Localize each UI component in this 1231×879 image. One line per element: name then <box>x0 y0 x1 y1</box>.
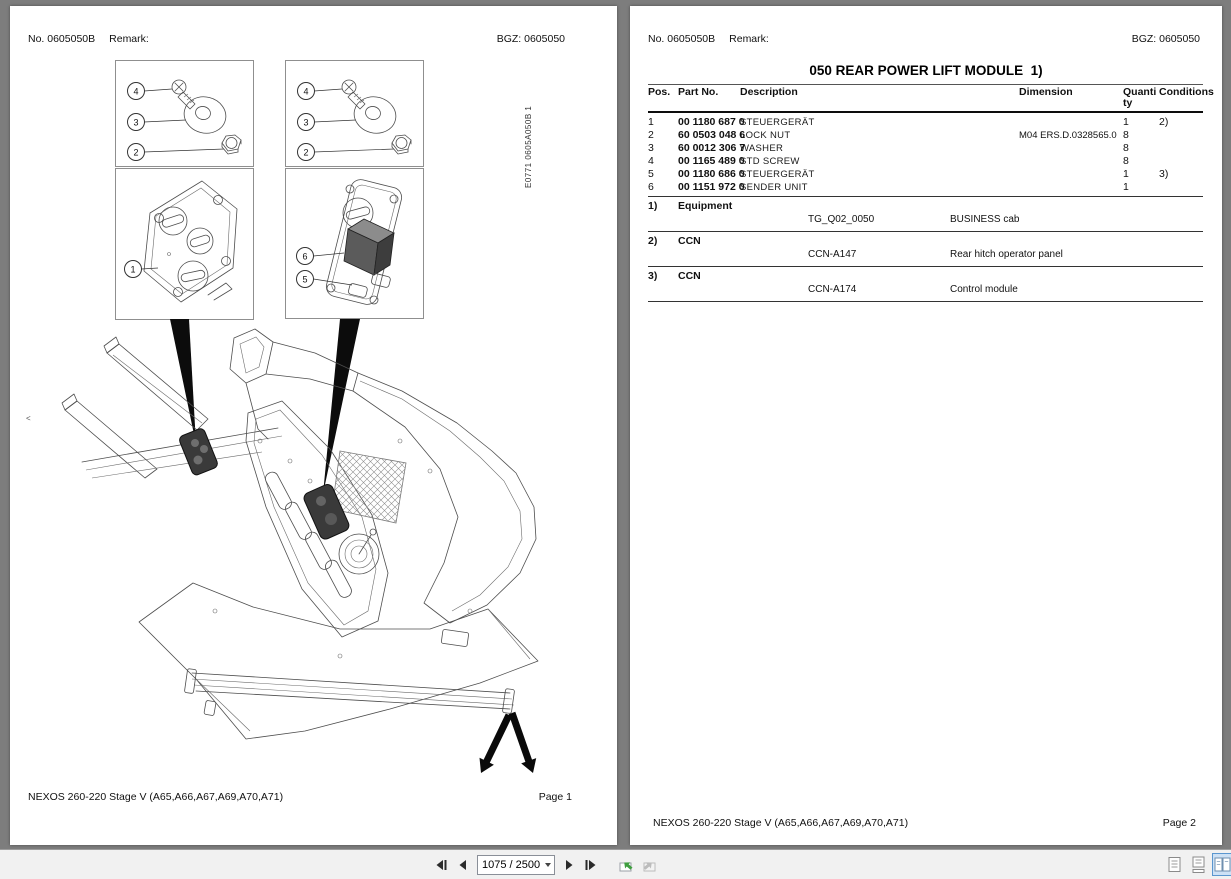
row-part-no: 00 1180 687 0 <box>678 116 745 128</box>
page-number: Page 1 <box>538 791 572 803</box>
footnote-label: CCN <box>678 235 701 247</box>
document-page-1 <box>10 6 617 845</box>
page-layout-group <box>1164 853 1231 876</box>
bgz-number: BGZ: 0605050 <box>1131 33 1200 45</box>
footnote <box>648 196 1203 231</box>
screw-drawing <box>172 80 195 109</box>
row-description: SENDER UNIT <box>740 182 808 193</box>
table-row <box>648 129 1203 142</box>
footnotes-section <box>648 196 1203 302</box>
row-description: WASHER <box>740 143 784 154</box>
detail-box-fasteners-right <box>285 60 424 167</box>
parts-table-body <box>648 113 1203 194</box>
continuous-view-icon <box>1191 856 1206 873</box>
single-page-view-icon <box>1167 856 1182 873</box>
row-quantity: 1 <box>1123 181 1129 193</box>
row-part-no: 60 0012 306 7 <box>678 142 746 154</box>
table-row <box>648 155 1203 168</box>
row-part-no: 00 1180 686 0 <box>678 168 745 180</box>
row-quantity: 8 <box>1123 155 1129 167</box>
col-description: Description <box>740 86 798 98</box>
row-description: LOCK NUT <box>740 130 791 141</box>
row-pos: 5 <box>648 168 654 180</box>
previous-view-button[interactable] <box>616 854 638 876</box>
fastener-exploded-drawing <box>116 61 253 166</box>
table-row <box>648 168 1203 181</box>
col-quantity: Quanti ty <box>1123 86 1157 109</box>
last-page-icon <box>584 859 598 871</box>
callout-4 <box>298 83 343 100</box>
footnote-description: Control module <box>950 284 1018 295</box>
next-view-button[interactable] <box>638 854 660 876</box>
footnote-code: CCN-A174 <box>808 284 857 295</box>
model-name: NEXOS 260-220 Stage V (A65,A66,A67,A69,A70,A71) <box>28 791 284 803</box>
col-dimension: Dimension <box>1019 86 1073 98</box>
footnote <box>648 231 1203 266</box>
callout-1 <box>125 261 159 278</box>
svg-text:2: 2 <box>303 147 309 158</box>
tractor-assembly-drawing <box>10 311 617 786</box>
doc-number: No. 0605050B <box>648 33 716 45</box>
page1-header <box>28 33 599 45</box>
row-pos: 3 <box>648 142 654 154</box>
footnote-description: BUSINESS cab <box>950 214 1020 225</box>
svg-text:3: 3 <box>303 117 309 128</box>
row-pos: 6 <box>648 181 654 193</box>
row-conditions: 2) <box>1159 116 1169 128</box>
table-row <box>648 181 1203 194</box>
drawing-reference-code: E0771 0605A050B 1 <box>524 105 533 188</box>
section-title: 050 REAR POWER LIFT MODULE 1) <box>809 63 1043 78</box>
svg-text:6: 6 <box>302 251 308 262</box>
callout-3 <box>128 114 187 131</box>
wedge-pointer-left <box>170 319 196 444</box>
row-quantity: 1 <box>1123 116 1129 128</box>
footnote-number: 2) <box>648 235 658 247</box>
callout-4 <box>128 83 173 100</box>
col-pos: Pos. <box>648 86 671 98</box>
page-number: Page 2 <box>1162 817 1196 829</box>
screw-drawing <box>342 80 365 109</box>
detail-box-fasteners-left <box>115 60 254 167</box>
continuous-view-button[interactable] <box>1188 853 1209 876</box>
table-row <box>648 142 1203 155</box>
page-number-input[interactable] <box>477 855 555 875</box>
row-description: STEUERGERÄT <box>740 169 815 180</box>
facing-pages-view-button[interactable] <box>1212 853 1231 876</box>
svg-text:4: 4 <box>303 86 309 97</box>
viewer-bottom-toolbar <box>0 849 1231 879</box>
footnote-label: Equipment <box>678 200 733 212</box>
callout-2 <box>298 144 395 161</box>
detail-box-control-panel <box>115 168 254 320</box>
col-part-no: Part No. <box>678 86 719 98</box>
svg-text:5: 5 <box>302 274 308 285</box>
svg-text:4: 4 <box>133 86 139 97</box>
doc-number: No. 0605050B <box>28 33 96 45</box>
parts-table <box>648 84 1214 194</box>
previous-page-icon <box>457 859 469 871</box>
page-dropdown-arrow-icon[interactable] <box>545 863 551 867</box>
next-page-button[interactable] <box>558 854 580 876</box>
sender-block <box>344 219 394 275</box>
svg-text:2: 2 <box>133 147 139 158</box>
remark-label: Remark: <box>109 33 149 45</box>
bgz-number: BGZ: 0605050 <box>496 33 565 45</box>
first-page-button[interactable] <box>430 854 452 876</box>
callout-2 <box>128 144 225 161</box>
row-quantity: 1 <box>1123 168 1129 180</box>
footnote-number: 1) <box>648 200 658 212</box>
footnote <box>648 266 1203 301</box>
row-conditions: 3) <box>1159 168 1169 180</box>
row-dimension: M04 ERS.D.0328565.0 <box>1019 130 1117 141</box>
row-pos: 2 <box>648 129 654 141</box>
row-pos: 1 <box>648 116 654 128</box>
svg-text:1: 1 <box>130 264 136 275</box>
facing-pages-view-icon <box>1214 856 1231 873</box>
footnote-label: CCN <box>678 270 701 282</box>
page-navigation-group <box>430 852 660 877</box>
panel-knobs <box>159 207 213 291</box>
svg-text:<: < <box>26 414 31 423</box>
footnote-number: 3) <box>648 270 658 282</box>
last-page-button[interactable] <box>580 854 602 876</box>
model-name: NEXOS 260-220 Stage V (A65,A66,A67,A69,A70,A71) <box>653 817 909 829</box>
previous-view-icon <box>618 857 636 873</box>
document-page-2 <box>630 6 1222 845</box>
next-page-icon <box>563 859 575 871</box>
cab-frame-line-art <box>26 329 538 739</box>
callout-6 <box>297 248 345 265</box>
single-page-view-button[interactable] <box>1164 853 1185 876</box>
footnote-code: CCN-A147 <box>808 249 857 260</box>
installed-module-highlight-left <box>178 427 219 476</box>
row-quantity: 8 <box>1123 129 1129 141</box>
row-part-no: 00 1151 972 0 <box>678 181 745 193</box>
remark-label: Remark: <box>729 33 769 45</box>
callout-3 <box>298 114 357 131</box>
first-page-icon <box>434 859 448 871</box>
fastener-exploded-drawing <box>286 61 423 166</box>
sender-unit-drawing <box>286 169 423 318</box>
footnote-code: TG_Q02_0050 <box>808 214 875 225</box>
row-pos: 4 <box>648 155 654 167</box>
nut-drawing <box>222 135 241 154</box>
table-row <box>648 116 1203 129</box>
detail-box-sender-unit <box>285 168 424 319</box>
footnote-description: Rear hitch operator panel <box>950 249 1063 260</box>
svg-text:3: 3 <box>133 117 139 128</box>
row-description: STEUERGERÄT <box>740 117 815 128</box>
row-quantity: 8 <box>1123 142 1129 154</box>
page2-footer <box>653 817 1204 829</box>
page-indicator-value: 1075 / 2500 <box>482 858 541 871</box>
col-conditions: Conditions <box>1159 86 1214 98</box>
view-history-group <box>616 854 660 876</box>
row-part-no: 60 0503 048 6 <box>678 129 746 141</box>
callout-5 <box>297 271 353 288</box>
control-panel-drawing <box>116 169 253 319</box>
previous-page-button[interactable] <box>452 854 474 876</box>
page2-header <box>648 33 1204 45</box>
parts-table-header <box>648 84 1214 113</box>
direction-arrows <box>480 712 537 773</box>
row-part-no: 00 1165 489 0 <box>678 155 745 167</box>
page1-footer <box>28 791 599 803</box>
row-description: STD SCREW <box>740 156 800 167</box>
nut-drawing <box>392 135 411 154</box>
next-view-icon <box>640 857 658 873</box>
